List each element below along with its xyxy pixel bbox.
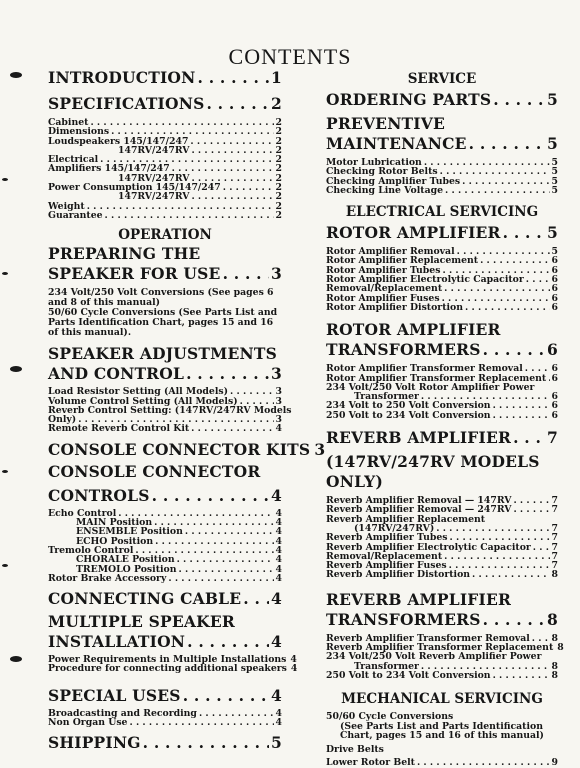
entry-label: Weight [48, 200, 85, 212]
note-voltage: 234 Volt/250 Volt Conversions (See pages 6 and 8 of this manual) [48, 287, 274, 309]
entry-page: 8 [551, 660, 558, 672]
entry-label: (147RV/247RV) [354, 522, 435, 534]
entry-page: 4 [290, 663, 298, 675]
entry-page: 7 [551, 504, 558, 516]
entry-label: SHIPPING [48, 733, 141, 753]
entry-label: Reverb Amplifier Replacement [326, 513, 486, 525]
reverb-subentries-2 [326, 533, 558, 579]
entry-page: 3 [275, 414, 282, 426]
entry-page: 3 [275, 386, 282, 398]
note-cycle: 50/60 Cycle Conversions (See Parts List and Parts Identification Chart, pages 15 and 16 of this manual). [48, 307, 278, 339]
toc-entry-preparing[interactable] [48, 264, 282, 284]
section-heading-service: SERVICE [407, 71, 477, 87]
entry-label: Checking Line Voltage [326, 184, 444, 196]
entry-label: REVERB AMPLIFIER [326, 428, 512, 448]
entry-label: Rotor Amplifier Tubes [326, 264, 441, 276]
entry-label: Volume Control Setting (All Models) [48, 395, 238, 407]
leader-dots [177, 555, 274, 564]
leader-dots [424, 158, 550, 167]
leader-dots [243, 589, 269, 609]
entry-label: Rotor Amplifier Transformer Replacement [326, 372, 547, 384]
reverb-transformer-subentries [326, 632, 564, 654]
toc-entry-connecting-cable[interactable] [48, 589, 282, 609]
entry-page: 5 [551, 184, 558, 196]
entry-label: Motor Lubrication [326, 157, 422, 168]
leader-dots [548, 374, 549, 383]
entry-page: 2 [275, 117, 282, 128]
entry-page: 6 [551, 274, 558, 286]
toc-subentry-remote-kit[interactable] [48, 424, 282, 433]
entry-label: Load Resistor Setting (All Models) [48, 386, 228, 398]
toc-entry-multiple[interactable] [48, 632, 282, 652]
entry-page: 4 [275, 563, 282, 575]
entry-label: Reverb Amplifier Electrolytic Capacitor [326, 541, 531, 553]
entry-label: Procedure for connecting additional speakers [48, 663, 287, 675]
toc-subentry[interactable] [48, 211, 282, 220]
rotor-subentries [326, 247, 558, 312]
leader-dots [469, 134, 545, 154]
leader-dots [533, 543, 550, 552]
entry-page: 2 [275, 135, 282, 147]
entry-label: Power Requirements in Multiple Installations [48, 654, 287, 666]
entry-page: 4 [271, 485, 282, 505]
entry-label: Rotor Amplifier Transformer Removal [326, 363, 523, 375]
leader-dots [513, 428, 545, 448]
entry-label: 50/60 Cycle Conversions [326, 711, 454, 723]
entry-page: 7 [551, 550, 558, 562]
entry-label: Rotor Amplifier Fuses [326, 292, 440, 304]
entry-page: 2 [271, 94, 282, 113]
entry-label: Power Consumption 145/147/247 [48, 182, 221, 194]
binder-hole-mark [2, 272, 8, 275]
entry-label: SPECIFICATIONS [48, 94, 205, 113]
entry-page: 5 [551, 246, 558, 258]
entry-page: 4 [275, 526, 282, 538]
entry-page: 6 [551, 255, 558, 267]
leader-dots [483, 610, 545, 630]
entry-page: 4 [275, 554, 282, 566]
leader-dots [190, 137, 273, 146]
entry-page: 3 [271, 264, 282, 284]
entry-label: SPECIAL USES [48, 685, 181, 705]
entry-page: 8 [551, 632, 558, 644]
leader-dots [472, 570, 549, 579]
entry-label: Reverb Amplifier Removal — 247RV [326, 504, 512, 516]
toc-subentry-reverb-conv[interactable] [326, 671, 558, 680]
entry-label: (See Parts List and Parts Identification [340, 720, 543, 732]
entry-label: Reverb Amplifier Fuses [326, 560, 447, 572]
toc-entry-introduction[interactable] [48, 68, 282, 88]
section-heading-mechanical: MECHANICAL SERVICING [341, 691, 543, 708]
entry-label: Rotor Amplifier Electrolytic Capacitor [326, 274, 524, 286]
entry-label: Non Organ Use [48, 717, 128, 729]
leader-dots [105, 211, 274, 220]
entry-label: PREPARING THE [48, 244, 201, 264]
entry-label: Amplifiers 145/147/247 [48, 163, 170, 175]
leader-dots [513, 505, 549, 514]
entry-page: 2 [275, 154, 282, 166]
entry-label: 234 Volt to 250 Volt Conversion [326, 400, 491, 412]
entry-page: 2 [275, 126, 282, 138]
leader-dots [444, 284, 549, 293]
entry-page: 2 [275, 200, 282, 212]
toc-subentry[interactable] [326, 411, 558, 420]
rotor-transformer-subentries [326, 364, 558, 383]
toc-right-column [326, 68, 564, 768]
toc-entry-adjust[interactable] [48, 364, 282, 384]
rotor-conversion-subentries [326, 401, 558, 420]
leader-dots [129, 718, 273, 727]
entry-label: Only) [48, 414, 77, 426]
entry-label: MULTIPLE SPEAKER [48, 612, 235, 632]
entry-page: 3 [314, 439, 326, 459]
entry-page: 7 [551, 532, 558, 544]
entry-page: 6 [551, 372, 558, 384]
entry-page: 5 [547, 223, 558, 243]
leader-dots [493, 90, 545, 110]
reverb-subentries [326, 496, 558, 515]
leader-dots [223, 264, 269, 284]
entry-page: 5 [551, 157, 558, 168]
toc-entry-reverb-transformers[interactable] [326, 610, 558, 630]
entry-label: Guarantee [48, 209, 103, 221]
toc-entry-maintenance[interactable] [326, 134, 558, 154]
entry-page: 9 [551, 757, 558, 768]
controls-subentries [48, 509, 282, 583]
entry-label: Reverb Amplifier Transformer Removal [326, 632, 530, 644]
adjust-subentries [48, 387, 282, 406]
leader-dots [191, 424, 273, 433]
toc-entry-special-uses[interactable] [48, 686, 282, 706]
toc-entry-reverb-amplifier[interactable] [326, 428, 558, 448]
entry-page: 2 [275, 209, 282, 221]
leader-dots [90, 118, 273, 127]
entry-label: Transformer [354, 660, 419, 672]
binder-hole-mark [10, 366, 22, 372]
entry-label: 147RV/247RV [118, 144, 190, 156]
entry-label: CONSOLE CONNECTOR KITS [48, 439, 311, 459]
entry-page: 5 [551, 166, 558, 178]
entry-page: 4 [275, 423, 282, 435]
leader-dots [191, 192, 273, 201]
entry-page: 6 [551, 409, 558, 421]
entry-label: TRANSFORMERS [326, 340, 481, 360]
leader-dots [187, 632, 269, 652]
entry-label: CONSOLE CONNECTOR [48, 461, 261, 481]
entry-page: 5 [547, 134, 558, 153]
entry-label: MAIN Position [76, 517, 153, 529]
entry-page: 4 [275, 544, 282, 556]
entry-page: 7 [547, 428, 558, 448]
entry-page: 6 [551, 400, 558, 412]
leader-dots [480, 256, 549, 265]
entry-label: Transformer [354, 391, 419, 403]
entry-page: 3 [271, 364, 282, 384]
entry-label: TRANSFORMERS [326, 609, 481, 629]
entry-page: 2 [275, 144, 282, 156]
entry-page: 4 [271, 589, 282, 609]
entry-label: 234 Volt/250 Volt Reverb Amplifier Power [326, 651, 542, 663]
entry-page: 7 [551, 541, 558, 553]
entry-page: 6 [551, 283, 558, 295]
specifications-subentries [48, 118, 282, 220]
entry-page: 4 [271, 685, 282, 705]
special-subentries [48, 709, 282, 728]
page-title: CONTENTS [228, 44, 352, 69]
entry-page: 4 [275, 717, 282, 729]
toc-entry-specifications[interactable] [48, 94, 282, 114]
section-heading-electrical: ELECTRICAL SERVICING [345, 204, 539, 221]
leader-dots [465, 303, 550, 312]
entry-page: 4 [275, 707, 282, 719]
leader-dots [483, 340, 545, 360]
entry-label: ROTOR AMPLIFIER [326, 223, 501, 243]
binder-hole-mark [2, 564, 8, 567]
entry-label: AND CONTROL [48, 364, 185, 384]
entry-label: Rotor Brake Accessory [48, 572, 167, 584]
entry-label: Rotor Amplifier Distortion [326, 301, 463, 313]
toc-subentry[interactable] [48, 663, 298, 675]
entry-label: Cabinet [48, 117, 89, 128]
entry-page: 4 [271, 632, 282, 652]
leader-dots [493, 401, 550, 410]
binder-hole-mark [2, 470, 8, 473]
toc-subentry-lower-rotor-belt[interactable] [326, 758, 558, 767]
entry-label: Chart, pages 15 and 16 of this manual) [340, 729, 544, 741]
leader-dots [436, 524, 549, 533]
entry-label: ECHO Position [76, 535, 154, 547]
entry-page: 2 [275, 182, 282, 194]
leader-dots [186, 364, 269, 384]
leader-dots [206, 94, 269, 114]
toc-entry-shipping[interactable] [48, 733, 282, 753]
entry-page: 2 [275, 172, 282, 184]
multiple-subentries [48, 654, 298, 675]
entry-page: 5 [551, 175, 558, 187]
entry-label: Reverb Amplifier Transformer Replacement [326, 642, 554, 654]
entry-label: Checking Amplifier Tubes [326, 175, 461, 187]
leader-dots [462, 177, 549, 186]
entry-page: 4 [290, 654, 297, 666]
entry-label: TREMOLO Position [76, 563, 177, 575]
entry-page: 8 [551, 569, 558, 581]
entry-page: 4 [275, 507, 282, 519]
entry-label: Rotor Amplifier Removal [326, 246, 455, 258]
toc-subentry[interactable] [326, 303, 558, 312]
entry-label: Remote Reverb Control Kit [48, 423, 190, 435]
entry-page: 4 [275, 572, 282, 584]
leader-dots [179, 565, 274, 574]
entry-page: 2 [275, 191, 282, 203]
entry-label: Lower Rotor Belt [326, 757, 415, 768]
leader-dots [493, 411, 550, 420]
entry-label: Electrical [48, 154, 99, 166]
entry-label: REVERB AMPLIFIER [326, 589, 512, 609]
toc-entry-console-kits[interactable] [48, 439, 326, 460]
entry-label: PREVENTIVE [326, 114, 445, 133]
entry-label: SPEAKER ADJUSTMENTS [48, 344, 277, 364]
entry-page: 8 [551, 669, 558, 681]
toc-entry-rotor-transformers[interactable] [326, 340, 558, 360]
entry-label: Broadcasting and Recording [48, 707, 197, 719]
entry-label: Reverb Amplifier Removal — 147RV [326, 495, 512, 507]
leader-dots [168, 574, 273, 583]
leader-dots [513, 496, 549, 505]
entry-page: 1 [271, 68, 282, 87]
maintenance-subentries [326, 158, 558, 195]
entry-label: Checking Rotor Belts [326, 166, 438, 178]
entry-label: Drive Belts [326, 744, 384, 756]
entry-label: Tremolo Control [48, 544, 134, 556]
toc-subentry[interactable] [48, 718, 282, 727]
entry-label: ROTOR AMPLIFIER [326, 320, 501, 340]
entry-page: 6 [551, 301, 558, 313]
toc-subentry[interactable] [326, 186, 558, 195]
entry-label: ORDERING PARTS [326, 90, 492, 109]
toc-subentry[interactable] [48, 574, 282, 583]
entry-label: Reverb Amplifier Distortion [326, 569, 471, 581]
entry-page: 3 [275, 395, 282, 407]
leader-dots [183, 686, 269, 706]
toc-entry-controls[interactable] [48, 486, 282, 506]
leader-dots [503, 223, 545, 243]
leader-dots [445, 186, 550, 195]
entry-label: 234 Volt/250 Volt Rotor Amplifier Power [326, 381, 535, 393]
leader-dots [199, 709, 274, 718]
entry-label: Rotor Amplifier Replacement [326, 255, 479, 267]
entry-page: 6 [551, 363, 558, 375]
entry-label: ENSEMBLE Position [76, 526, 183, 538]
binder-hole-mark [2, 178, 8, 181]
leader-dots [444, 552, 549, 561]
entry-page: 5 [271, 733, 282, 753]
entry-page: 8 [547, 609, 558, 629]
entry-label: MAINTENANCE [326, 134, 467, 153]
entry-page: 5 [547, 90, 558, 109]
entry-label: 147RV/247RV [118, 191, 190, 203]
entry-label: INTRODUCTION [48, 68, 196, 87]
toc-left-column [48, 68, 326, 753]
entry-label: CHORALE Position [76, 554, 175, 566]
binder-hole-mark [10, 656, 22, 662]
leader-dots [143, 733, 269, 753]
leader-dots [417, 758, 550, 767]
entry-label: Removal/Replacement [326, 283, 443, 295]
entry-page: 6 [551, 264, 558, 276]
binder-hole-mark [10, 72, 22, 78]
entry-label: Reverb Amplifier Tubes [326, 532, 448, 544]
entry-label: CONNECTING CABLE [48, 589, 242, 609]
entry-label: Echo Control [48, 507, 117, 519]
entry-label: CONTROLS [48, 485, 150, 505]
entry-label: SPEAKER FOR USE [48, 264, 221, 284]
entry-label: 250 Volt to 234 Volt Conversion [326, 409, 491, 421]
toc-subentry[interactable] [326, 570, 558, 579]
entry-page: 7 [551, 522, 558, 534]
entry-label: Reverb Control Setting: (147RV/247RV Models [48, 404, 292, 416]
section-heading-operation: OPERATION [118, 227, 212, 244]
entry-page: 8 [557, 642, 564, 654]
entry-label: 250 Volt to 234 Volt Conversion [326, 669, 491, 681]
entry-page: 2 [275, 163, 282, 175]
entry-page: 4 [275, 517, 282, 529]
entry-page: 4 [275, 535, 282, 547]
entry-page: 6 [547, 340, 558, 360]
entry-label: 147RV/247RV [118, 172, 190, 184]
entry-label: INSTALLATION [48, 632, 186, 652]
toc-entry-ordering-parts[interactable] [326, 90, 558, 110]
leader-dots [152, 486, 269, 506]
entry-page: 7 [551, 560, 558, 572]
leader-dots [526, 275, 550, 284]
entry-page: 7 [551, 495, 558, 507]
entry-label: Removal/Replacement [326, 550, 443, 562]
entry-label: Loudspeakers 145/147/247 [48, 135, 189, 147]
entry-label: Dimensions [48, 126, 110, 138]
leader-dots [185, 527, 274, 536]
toc-entry-rotor-amplifier[interactable] [326, 223, 558, 243]
leader-dots [493, 671, 550, 680]
entry-label: (147RV/247RV MODELS ONLY) [326, 452, 540, 492]
leader-dots [191, 146, 273, 155]
entry-page: 6 [551, 391, 558, 403]
leader-dots [198, 68, 270, 88]
leader-dots [87, 202, 274, 211]
leader-dots [223, 183, 274, 192]
entry-page: 6 [551, 292, 558, 304]
leader-dots [155, 537, 273, 546]
